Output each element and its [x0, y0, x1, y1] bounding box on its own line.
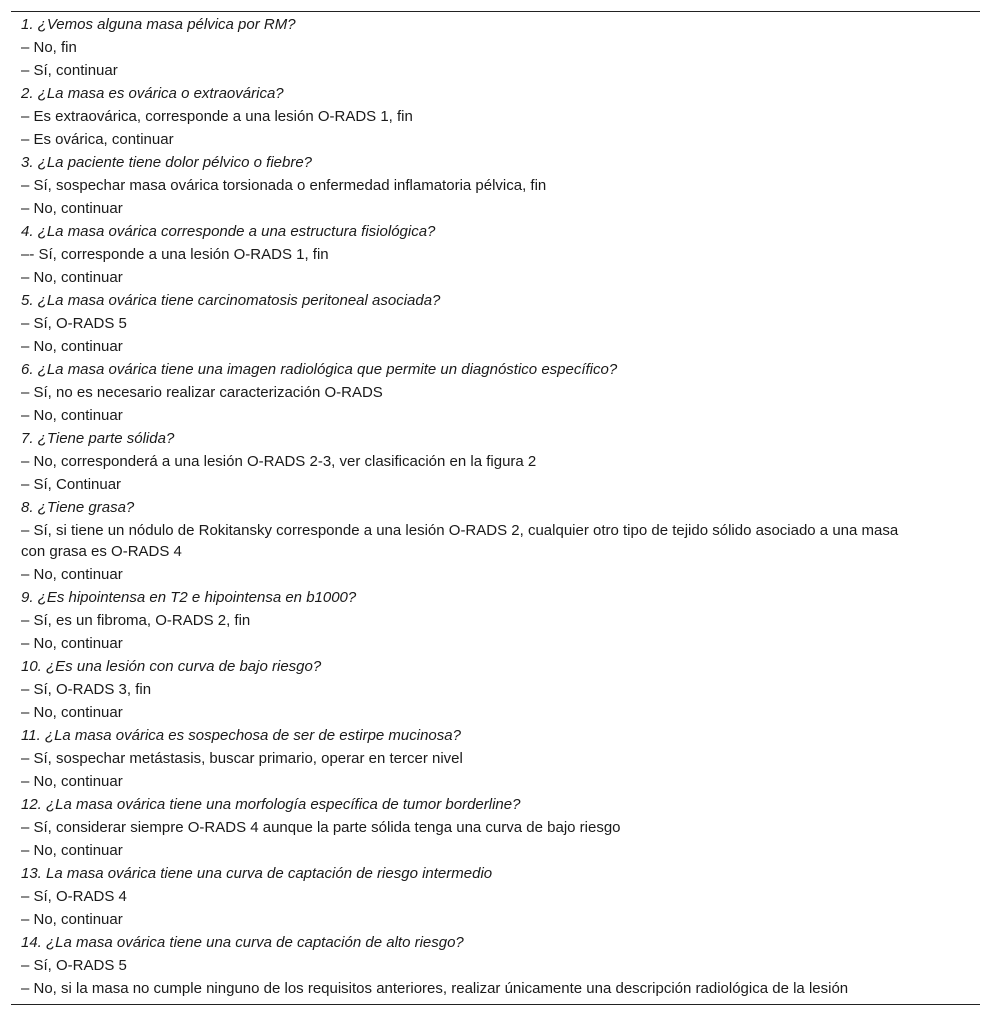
answer-text: – Sí, O-RADS 5 — [21, 957, 127, 974]
answer-text: – No, continuar — [21, 338, 123, 355]
answer-text: – Es ovárica, continuar — [21, 131, 174, 148]
question-text: 6. ¿La masa ovárica tiene una imagen radiológica que permite un diagnóstico específico? — [21, 361, 618, 378]
answer-text: – No, continuar — [21, 911, 123, 928]
question-text: 14. ¿La masa ovárica tiene una curva de captación de alto riesgo? — [21, 934, 464, 951]
answer-text: – Sí, sospechar masa ovárica torsionada o enfermedad inflamatoria pélvica, fin — [21, 177, 547, 194]
algorithm-table — [11, 11, 980, 1005]
answer-text: – Sí, no es necesario realizar caracterización O-RADS — [21, 384, 383, 401]
question-text: 4. ¿La masa ovárica corresponde a una estructura fisiológica? — [21, 223, 436, 240]
question-text: 5. ¿La masa ovárica tiene carcinomatosis peritoneal asociada? — [21, 292, 441, 309]
question-text: 11. ¿La masa ovárica es sospechosa de ser de estirpe mucinosa? — [21, 727, 461, 744]
answer-text: – Sí, O-RADS 4 — [21, 888, 127, 905]
answer-text: – No, continuar — [21, 269, 123, 286]
question-text: 12. ¿La masa ovárica tiene una morfología específica de tumor borderline? — [21, 796, 521, 813]
question-text: 3. ¿La paciente tiene dolor pélvico o fiebre? — [21, 154, 313, 171]
answer-text: – No, continuar — [21, 200, 123, 217]
answer-text: – Sí, O-RADS 3, fin — [21, 681, 152, 698]
answer-text: – No, si la masa no cumple ninguno de los requisitos anteriores, realizar únicamente una descripción radiológica de la lesión — [21, 980, 849, 997]
answer-text: – Sí, considerar siempre O-RADS 4 aunque la parte sólida tenga una curva de bajo riesgo — [21, 819, 621, 836]
answer-text: – No, continuar — [21, 704, 123, 721]
answer-text: – No, continuar — [21, 773, 123, 790]
answer-text: – No, corresponderá a una lesión O-RADS 2-3, ver clasificación en la figura 2 — [21, 453, 537, 470]
answer-text: –- Sí, corresponde a una lesión O-RADS 1, fin — [21, 246, 329, 263]
question-text: 2. ¿La masa es ovárica o extraovárica? — [21, 85, 284, 102]
question-text: 8. ¿Tiene grasa? — [21, 499, 135, 516]
answer-text: – No, continuar — [21, 635, 123, 652]
question-text: 1. ¿Vemos alguna masa pélvica por RM? — [21, 16, 296, 33]
question-text: 13. La masa ovárica tiene una curva de captación de riesgo intermedio — [21, 865, 493, 882]
question-text: 10. ¿Es una lesión con curva de bajo riesgo? — [21, 658, 322, 675]
question-list — [11, 13, 980, 1000]
answer-text: – Sí, sospechar metástasis, buscar primario, operar en tercer nivel — [21, 750, 463, 767]
answer-text: – Es extraovárica, corresponde a una lesión O-RADS 1, fin — [21, 108, 413, 125]
answer-text: – No, continuar — [21, 407, 123, 424]
answer-text: – No, fin — [21, 39, 77, 56]
answer-text: – Sí, si tiene un nódulo de Rokitansky corresponde a una lesión O-RADS 2, cualquier otro tipo de tejido sólido asociado a una masa con grasa es O-RADS 4 — [21, 522, 899, 560]
question-text: 9. ¿Es hipointensa en T2 e hipointensa en b1000? — [21, 589, 357, 606]
answer-text: – Sí, Continuar — [21, 476, 122, 493]
answer-text: – Sí, es un fibroma, O-RADS 2, fin — [21, 612, 251, 629]
answer-text: – No, continuar — [21, 566, 123, 583]
answer-text: – Sí, O-RADS 5 — [21, 315, 127, 332]
answer-text: – Sí, continuar — [21, 62, 118, 79]
answer-text: – No, continuar — [21, 842, 123, 859]
question-text: 7. ¿Tiene parte sólida? — [21, 430, 175, 447]
